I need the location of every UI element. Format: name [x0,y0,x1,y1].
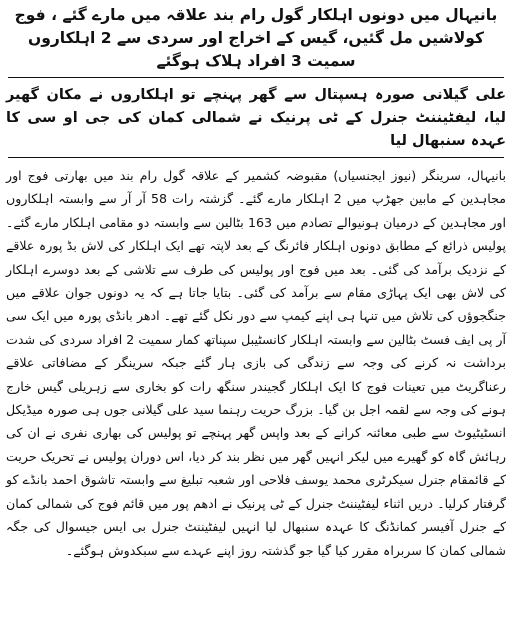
article-body: بانیہال، سرینگر (نیوز ایجنسیاں) مقبوضہ کشمیر کے علاقہ گول رام بند میں بھارتی فوج اور مجاہدین کے مابین جھڑپ میں 2 اہلکار مارے گئے۔ گزشتہ رات 58 آر آر سے وابستہ اہلکاروں اور مجاہدین کے درمیان ہونیوالے تصادم میں 163 بٹالین سے وابستہ دو مقامی اہلکار مارے گئے۔ پولیس ذرائع کے مطابق دونوں اہلکار فائرنگ کے بعد لاپتہ تھے ایک اہلکار کی لاش بڈ پورہ علاقے کے نزدیک برآمد کی گئی۔ بعد میں فوج اور پولیس کی طرف سے تلاشی کے بعد دوسرے اہلکار کی لاش بھی ایک پہاڑی مقام سے برآمد کی گئی۔ بتایا جاتا ہے کہ یہ دونوں جوان علاقے میں جنگجوؤں کی تلاش میں تنہا ہی اپنے کیمپ سے دور نکل گئے تھے۔ ادھر بانڈی پورہ میں ایک سی آر پی ایف فسٹ بٹالین سے وابستہ اہلکار کانسٹیبل سپناتھ کمار سمیت 2 افراد سردی کی شدت برداشت نہ کرنے کی وجہ سے زندگی کی بازی ہار گئے جبکہ سرینگر کے مضافاتی علاقے رعناگریٹ میں تعینات فوج کا ایک اہلکار گجیندر سنگھ رات کو بخاری سے زہریلی گیس خارج ہونے کی وجہ سے لقمہ اجل بن گیا۔ بزرگ حریت رہنما سید علی گیلانی جوں ہی صورہ میڈیکل انسٹیٹیوٹ سے طبی معائنہ کرانے کے بعد واپس گھر پہنچے تو پولیس کی بھاری نفری نے ان کی رہائش گاہ کو گھیرے میں لیکر انہیں گھر میں نظر بند کر دیا، اس دوران پولیس نے تحریک حریت کے قائمقام جنرل سیکرٹری محمد یوسف فلاحی اور شعبہ تبلیغ سے وابستہ تاشوق احمد بانڈے کو گرفتار کرلیا۔ دریں اثناء لیفٹیننٹ جنرل کے ٹی پرنیک نے ادھم پور میں قائم فوج کی شمالی کمان کے جنرل آفیسر کمانڈنگ کا عہدہ سنبھال لیا انہیں لیفٹیننٹ جنرل بی ایس جیسوال کی جگہ شمالی کمان کا سربراہ مقرر کیا گیا جو گذشتہ روز اپنے عہدے سے سبکدوش ہوگئے۔ [6,168,507,558]
article-headline: بانیہال میں دونوں اہلکار گول رام بند علاقہ میں مارے گئے ، فوج کولاشیں مل گئیں، گیس کے اخراج اور سردی سے 2 اہلکاروں سمیت 3 افراد ہلاک ہوگئے [14,6,498,70]
subheadline-divider [8,157,504,158]
article-subheadline: علی گیلانی صورہ ہسپتال سے گھر پہنچے تو اہلکاروں نے مکان گھیر لیا، لیفٹیننٹ جنرل کے ٹی پرنیک نے شمالی کمان کی جی او سی کا عہدہ سنبھال لیا [6,87,506,149]
headline-divider [8,77,504,78]
